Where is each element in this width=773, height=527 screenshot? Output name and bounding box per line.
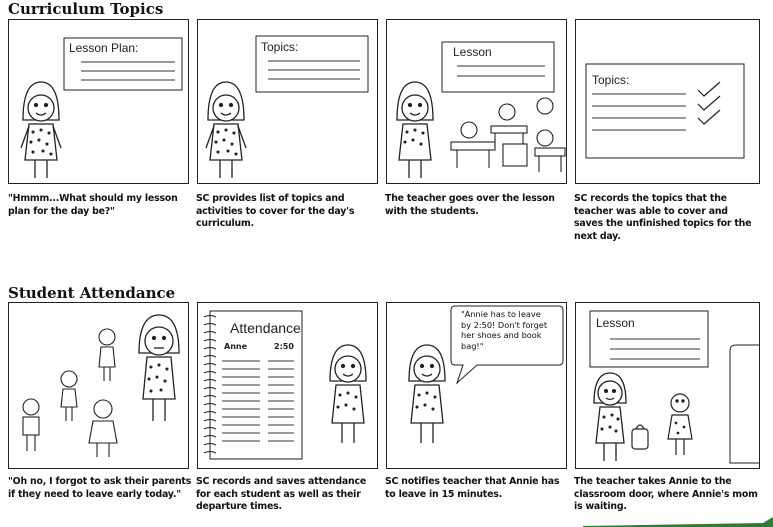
students-at-desks <box>451 98 565 172</box>
panel-6-drawing <box>198 303 378 469</box>
teacher-figure <box>397 82 433 178</box>
speech-bubble-text: "Annie has to leave by 2:50! Don't forget her shoes and book bag!" <box>461 309 548 351</box>
classroom-door <box>730 345 760 463</box>
attendance-panel-4 <box>575 302 760 469</box>
panel-5-drawing <box>9 303 189 469</box>
lesson-board-label: Lesson <box>596 316 635 330</box>
students-group <box>23 329 117 457</box>
panel-3-drawing <box>387 20 567 184</box>
lesson-board-label: Lesson <box>453 45 492 59</box>
notebook-title: Attendance <box>230 320 301 336</box>
topics-board-label: Topics: <box>261 40 299 54</box>
teacher-figure <box>206 82 246 178</box>
annie-figure <box>668 394 692 455</box>
topics-checklist-label: Topics: <box>592 73 630 87</box>
attendance-panel-3 <box>386 302 567 469</box>
time-entry: 2:50 <box>274 342 294 351</box>
attendance-panel-1 <box>8 302 189 469</box>
panel-8-drawing <box>576 303 760 469</box>
teacher-figure <box>330 345 366 443</box>
curriculum-panel-2 <box>197 19 378 184</box>
teacher-figure <box>409 345 445 443</box>
attendance-section-title: Student Attendance <box>8 284 176 302</box>
teacher-figure <box>139 315 179 421</box>
curriculum-section-title: Curriculum Topics <box>8 0 164 18</box>
teacher-figure <box>594 373 626 461</box>
panel-4-drawing <box>576 20 760 184</box>
attendance-caption-2: SC records and saves attendance for each student as well as their departure times. <box>196 476 366 512</box>
attendance-caption-1: "Oh no, I forgot to ask their parents if they need to leave early today." <box>8 476 192 500</box>
lesson-plan-board-label: Lesson Plan: <box>69 41 139 55</box>
name-entry: Anne <box>224 342 248 351</box>
panel-2-drawing <box>198 20 378 184</box>
curriculum-caption-2: SC provides list of topics and activities to cover for the day's curriculum. <box>196 193 355 229</box>
curriculum-panel-4 <box>575 19 760 184</box>
curriculum-panel-3 <box>386 19 567 184</box>
curriculum-caption-3: The teacher goes over the lesson with the students. <box>385 193 555 217</box>
attendance-caption-4: The teacher takes Annie to the classroom door, where Annie's mom is waiting. <box>574 476 758 512</box>
curriculum-caption-1: "Hmmm...What should my lesson plan for the day be?" <box>8 193 178 217</box>
panel-1-drawing <box>9 20 189 184</box>
curriculum-panel-1 <box>8 19 189 184</box>
attendance-caption-3: SC notifies teacher that Annie has to leave in 15 minutes. <box>385 476 560 500</box>
book-bag-icon <box>632 425 648 449</box>
attendance-panel-2 <box>197 302 378 469</box>
green-accent-bar <box>583 517 773 527</box>
curriculum-caption-4: SC records the topics that the teacher was able to cover and saves the unfinished topics for the next day. <box>574 193 752 242</box>
teacher-figure <box>21 82 61 178</box>
